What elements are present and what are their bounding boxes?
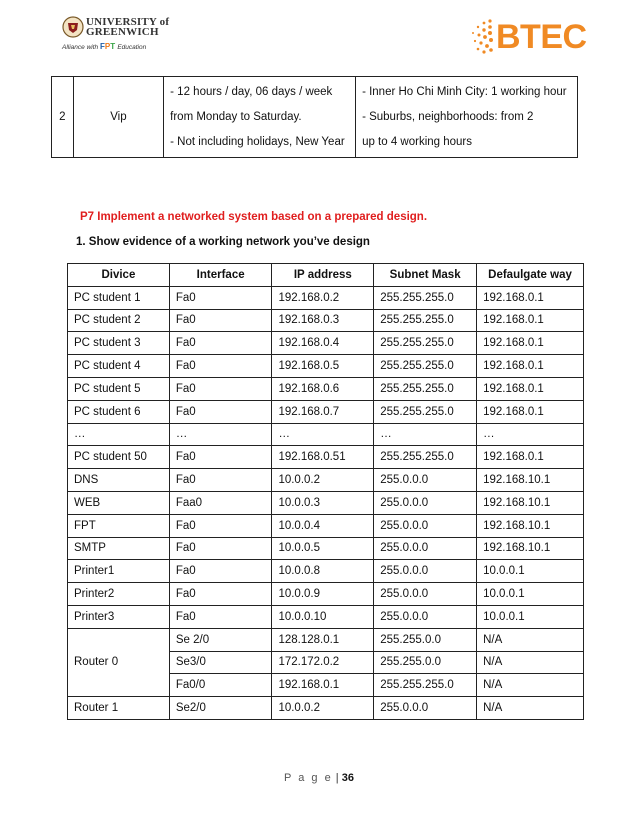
cell-device: PC student 1 (68, 286, 170, 309)
cell-interface: Se3/0 (169, 651, 272, 674)
service-area (356, 77, 578, 158)
cell-gateway: 192.168.0.1 (477, 400, 584, 423)
cell-device: PC student 5 (68, 377, 170, 400)
fpt-logo: FPT (99, 42, 116, 51)
cell-ip: 192.168.0.7 (272, 400, 374, 423)
btec-wordmark: BTEC (496, 18, 587, 56)
cell-gateway: 10.0.0.1 (477, 605, 584, 628)
university-name: UNIVERSITY of GREENWICH (86, 16, 170, 38)
network-table-body (68, 286, 584, 719)
cell-gateway: 192.168.0.1 (477, 446, 584, 469)
cell-gateway: 192.168.10.1 (477, 491, 584, 514)
cell-interface: Fa0 (169, 355, 272, 378)
cell-mask: 255.255.255.0 (374, 355, 477, 378)
page-number: 36 (341, 772, 354, 784)
cell-ip: 192.168.0.51 (272, 446, 374, 469)
cell-interface: Se 2/0 (169, 628, 272, 651)
cell-interface: Fa0 (169, 309, 272, 332)
section-subtitle: 1. Show evidence of a working network you’ve design (76, 236, 370, 248)
cell-ip: 10.0.0.3 (272, 491, 374, 514)
alliance-text: Alliance with (62, 44, 99, 51)
cell-interface: Fa0/0 (169, 674, 272, 697)
cell-device: DNS (68, 469, 170, 492)
cell-device: Printer1 (68, 560, 170, 583)
table-row (68, 377, 584, 400)
cell-ip: 10.0.0.2 (272, 469, 374, 492)
service-type: Vip (73, 77, 163, 158)
table-row (68, 446, 584, 469)
cell-mask: 255.255.255.0 (374, 674, 477, 697)
table-row (68, 400, 584, 423)
cell-interface: Fa0 (169, 560, 272, 583)
cell-mask: 255.0.0.0 (374, 605, 477, 628)
cell-device: Printer2 (68, 583, 170, 606)
btec-logo (470, 17, 610, 57)
cell-device-router0: Router 0 (68, 628, 170, 696)
cell-ip: 10.0.0.5 (272, 537, 374, 560)
cell-gateway: … (477, 423, 584, 446)
table-row (68, 560, 584, 583)
cell-interface: Fa0 (169, 286, 272, 309)
header-subnet-mask: Subnet Mask (374, 264, 477, 287)
cell-mask: 255.0.0.0 (374, 560, 477, 583)
cell-ip: 172.172.0.2 (272, 651, 374, 674)
cell-device: Printer3 (68, 605, 170, 628)
cell-mask: 255.0.0.0 (374, 491, 477, 514)
cell-device: … (68, 423, 170, 446)
cell-ip: 10.0.0.8 (272, 560, 374, 583)
cell-interface: Se2/0 (169, 697, 272, 720)
table-row (68, 469, 584, 492)
page-label: P a g e (284, 772, 333, 784)
crest-icon (62, 16, 84, 38)
table-row (68, 583, 584, 606)
cell-device: PC student 2 (68, 309, 170, 332)
header-ip-address: IP address (272, 264, 374, 287)
page-header (0, 0, 638, 66)
cell-device: PC student 50 (68, 446, 170, 469)
row-number: 2 (52, 77, 74, 158)
cell-device: SMTP (68, 537, 170, 560)
time-line: from Monday to Saturday. (170, 111, 302, 123)
cell-mask: 255.255.255.0 (374, 309, 477, 332)
cell-ip: 10.0.0.10 (272, 605, 374, 628)
network-table (67, 263, 584, 720)
cell-interface: Fa0 (169, 332, 272, 355)
cell-interface: Fa0 (169, 605, 272, 628)
cell-gateway: 192.168.0.1 (477, 377, 584, 400)
header-device: Divice (68, 264, 170, 287)
table-row (68, 332, 584, 355)
cell-interface: Fa0 (169, 537, 272, 560)
cell-ip: 192.168.0.1 (272, 674, 374, 697)
table-row (68, 605, 584, 628)
table-row (68, 309, 584, 332)
service-table (51, 76, 578, 158)
alliance-line (62, 42, 146, 51)
cell-interface: Fa0 (169, 377, 272, 400)
page-footer (0, 772, 638, 784)
table-row (68, 697, 584, 720)
page-separator: | (335, 772, 339, 784)
header-interface: Interface (169, 264, 272, 287)
cell-mask: … (374, 423, 477, 446)
time-line: - Not including holidays, New Year (170, 136, 345, 148)
cell-mask: 255.255.0.0 (374, 651, 477, 674)
area-line: - Inner Ho Chi Minh City: 1 working hour (362, 86, 567, 98)
table-header-row (68, 264, 584, 287)
cell-gateway: 192.168.10.1 (477, 514, 584, 537)
time-line: - 12 hours / day, 06 days / week (170, 86, 333, 98)
cell-mask: 255.255.255.0 (374, 400, 477, 423)
cell-mask: 255.0.0.0 (374, 697, 477, 720)
university-of-greenwich-logo (62, 16, 172, 56)
table-row (68, 491, 584, 514)
cell-ip: … (272, 423, 374, 446)
area-line: up to 4 working hours (362, 136, 473, 148)
cell-device: PC student 4 (68, 355, 170, 378)
cell-device: PC student 6 (68, 400, 170, 423)
cell-gateway: N/A (477, 651, 584, 674)
cell-gateway: N/A (477, 674, 584, 697)
cell-gateway: 192.168.0.1 (477, 309, 584, 332)
cell-mask: 255.255.255.0 (374, 332, 477, 355)
cell-interface: Fa0 (169, 514, 272, 537)
table-row (68, 286, 584, 309)
cell-ip: 10.0.0.2 (272, 697, 374, 720)
cell-device: PC student 3 (68, 332, 170, 355)
cell-ip: 10.0.0.9 (272, 583, 374, 606)
table-row (52, 77, 578, 158)
cell-gateway: 10.0.0.1 (477, 560, 584, 583)
cell-interface: Fa0 (169, 400, 272, 423)
cell-mask: 255.0.0.0 (374, 583, 477, 606)
cell-ip: 128.128.0.1 (272, 628, 374, 651)
header-default-gateway: Defaulgate way (477, 264, 584, 287)
area-line: - Suburbs, neighborhoods: from 2 (362, 111, 534, 123)
cell-interface: … (169, 423, 272, 446)
table-row (68, 537, 584, 560)
cell-device: WEB (68, 491, 170, 514)
cell-mask: 255.255.255.0 (374, 286, 477, 309)
cell-interface: Fa0 (169, 469, 272, 492)
cell-mask: 255.0.0.0 (374, 514, 477, 537)
cell-interface: Fa0 (169, 446, 272, 469)
cell-gateway: 192.168.0.1 (477, 332, 584, 355)
cell-device: FPT (68, 514, 170, 537)
cell-ip: 10.0.0.4 (272, 514, 374, 537)
cell-device: Router 1 (68, 697, 170, 720)
cell-gateway: 192.168.10.1 (477, 469, 584, 492)
cell-mask: 255.255.255.0 (374, 377, 477, 400)
cell-ip: 192.168.0.4 (272, 332, 374, 355)
cell-mask: 255.255.255.0 (374, 446, 477, 469)
cell-interface: Fa0 (169, 583, 272, 606)
table-row (68, 423, 584, 446)
cell-gateway: N/A (477, 697, 584, 720)
btec-dots-icon (470, 17, 496, 57)
service-time (164, 77, 356, 158)
cell-ip: 192.168.0.3 (272, 309, 374, 332)
cell-gateway: N/A (477, 628, 584, 651)
cell-gateway: 192.168.10.1 (477, 537, 584, 560)
table-row (68, 514, 584, 537)
cell-mask: 255.0.0.0 (374, 469, 477, 492)
cell-ip: 192.168.0.6 (272, 377, 374, 400)
table-row (68, 355, 584, 378)
table-row (68, 628, 584, 651)
cell-gateway: 192.168.0.1 (477, 355, 584, 378)
alliance-suffix: Education (117, 44, 147, 51)
cell-gateway: 10.0.0.1 (477, 583, 584, 606)
cell-ip: 192.168.0.5 (272, 355, 374, 378)
cell-gateway: 192.168.0.1 (477, 286, 584, 309)
cell-mask: 255.0.0.0 (374, 537, 477, 560)
cell-interface: Faa0 (169, 491, 272, 514)
cell-ip: 192.168.0.2 (272, 286, 374, 309)
section-title: P7 Implement a networked system based on a prepared design. (80, 211, 428, 223)
cell-mask: 255.255.0.0 (374, 628, 477, 651)
